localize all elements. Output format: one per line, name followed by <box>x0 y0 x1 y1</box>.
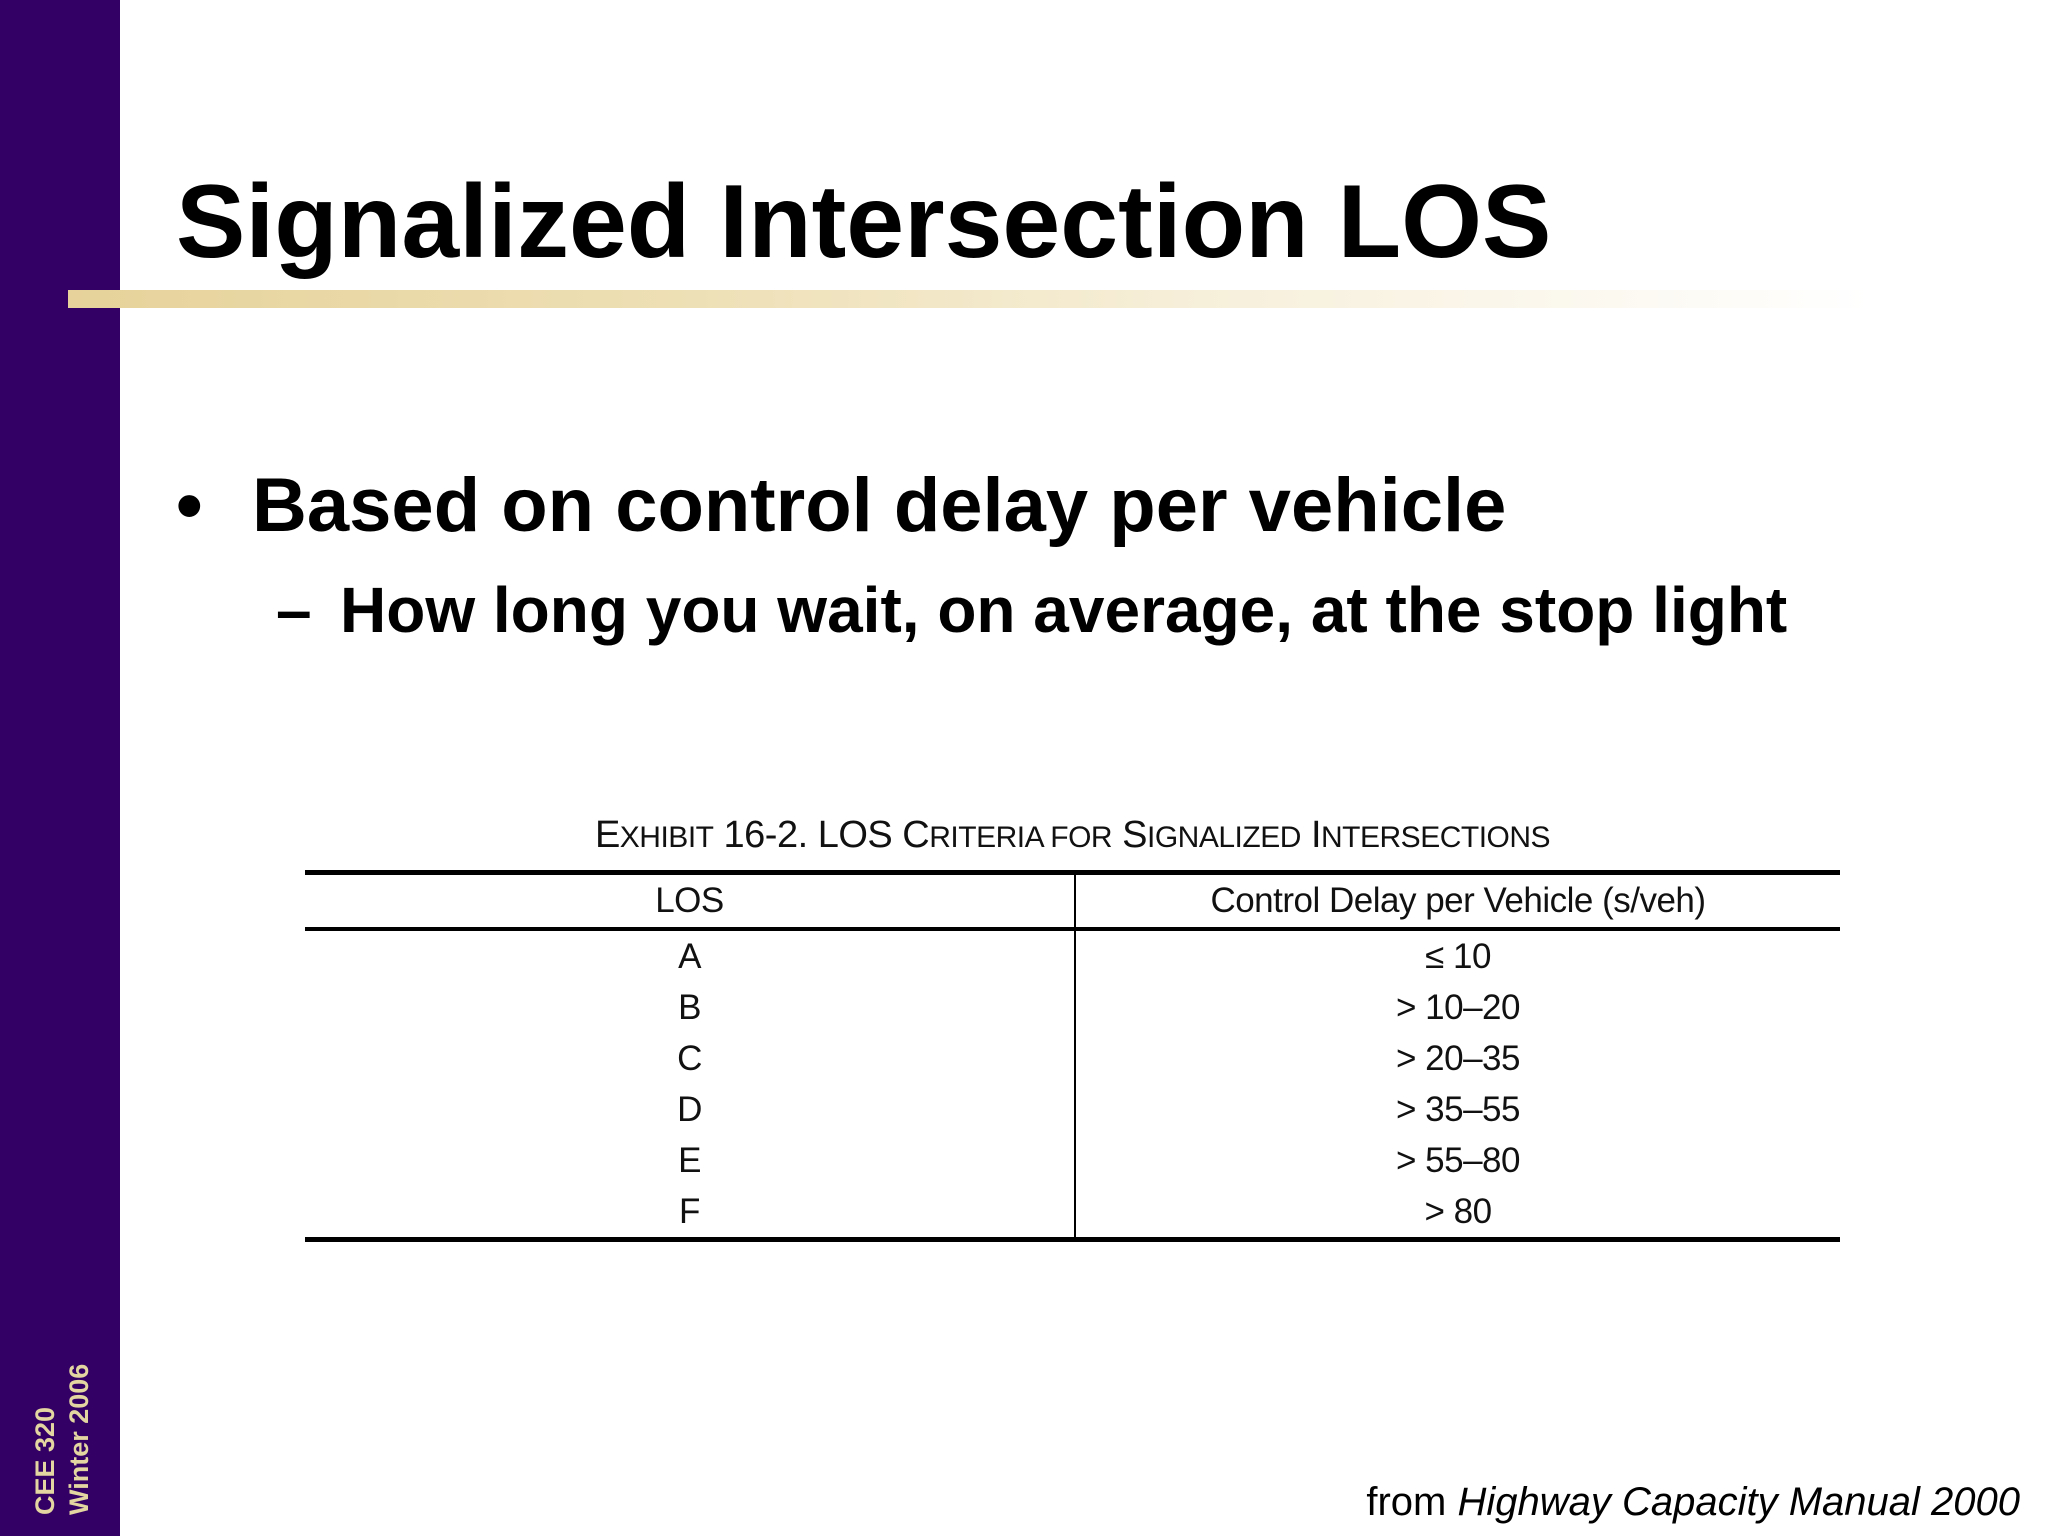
exhibit-caption-part: IGNALIZED <box>1147 821 1301 854</box>
exhibit-caption-part: 16-2. LOS C <box>713 814 930 856</box>
source-prefix: from <box>1366 1480 1458 1524</box>
sub-bullet-text: How long you wait, on average, at the stop light <box>340 574 1788 646</box>
delay-cell: > 55–80 <box>1396 1140 1520 1180</box>
bullet-text: Based on control delay per vehicle <box>252 463 1507 548</box>
delay-cell: > 10–20 <box>1396 987 1520 1027</box>
exhibit-caption-part: XHIBIT <box>619 821 714 854</box>
table-row <box>305 1033 1840 1084</box>
los-cell: A <box>305 929 1075 982</box>
los-cell: F <box>305 1186 1075 1240</box>
exhibit-caption-part: S <box>1112 814 1148 856</box>
los-cell: D <box>305 1084 1075 1135</box>
table-row <box>305 1186 1840 1240</box>
course-label <box>28 1364 96 1515</box>
los-cell: B <box>305 982 1075 1033</box>
course-term: Winter 2006 <box>64 1363 94 1515</box>
title-underline <box>68 290 1868 308</box>
los-cell: C <box>305 1033 1075 1084</box>
delay-cell: > 35–55 <box>1396 1089 1520 1129</box>
table-row <box>305 1135 1840 1186</box>
source-work-title: Highway Capacity Manual 2000 <box>1457 1480 2020 1524</box>
exhibit-caption-part: E <box>594 814 620 856</box>
exhibit-caption <box>305 812 1840 861</box>
exhibit-caption-part: I <box>1300 814 1322 856</box>
table-row <box>305 929 1840 982</box>
table-header-row <box>305 873 1840 930</box>
sub-bullet-item <box>276 572 1787 648</box>
los-criteria-table <box>305 870 1840 1242</box>
course-code: CEE 320 <box>30 1406 60 1515</box>
delay-cell: > 20–35 <box>1396 1038 1520 1078</box>
exhibit-caption-part: NTERSECTIONS <box>1321 821 1551 854</box>
header-control-delay: Control Delay per Vehicle (s/veh) <box>1075 873 1840 930</box>
dash-icon: – <box>276 574 312 646</box>
slide-title: Signalized Intersection LOS <box>176 164 1552 280</box>
delay-cell: ≤ 10 <box>1425 936 1491 976</box>
sidebar <box>0 0 120 1536</box>
table-row <box>305 1084 1840 1135</box>
bullet-icon: • <box>176 463 203 548</box>
los-table-container <box>305 870 1840 1242</box>
table-row <box>305 982 1840 1033</box>
exhibit-caption-part: RITERIA FOR <box>929 821 1113 854</box>
source-citation <box>1366 1478 2020 1526</box>
los-cell: E <box>305 1135 1075 1186</box>
delay-cell: > 80 <box>1075 1186 1840 1240</box>
bullet-item <box>176 462 1506 550</box>
header-los: LOS <box>305 873 1075 930</box>
